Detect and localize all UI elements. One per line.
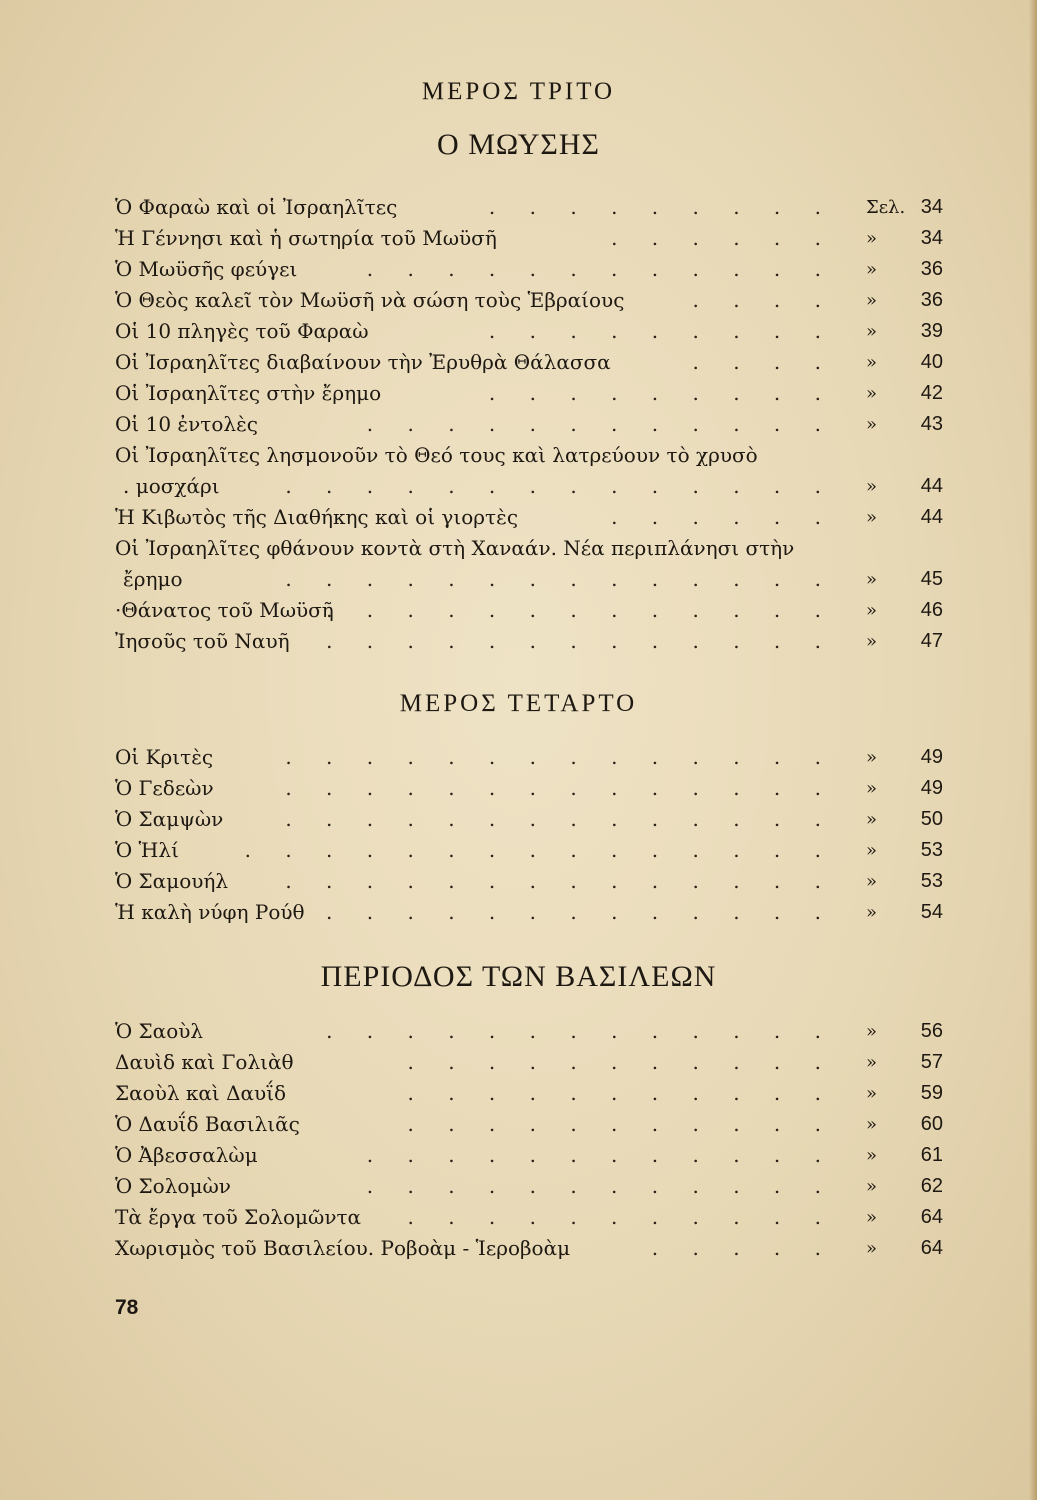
toc-entry-title: Ὁ Θεὸς καλεῖ τὸν Μωϋσῆ νὰ σώση τοὺς Ἑβραίους — [115, 288, 625, 312]
toc-entry-page: 49 — [920, 746, 943, 768]
toc-entry-title: Ὁ Σαμουήλ — [115, 869, 229, 893]
toc-entry-title: Οἱ Ἰσραηλῖτες φθάνουν κοντὰ στὴ Χαναάν. Νέα περιπλάνησι στὴν — [115, 536, 795, 560]
page-ref-mark: » — [866, 600, 878, 621]
dot-leader: . . . . . . . . . . . . . . — [285, 869, 835, 893]
page-ref-mark: » — [866, 778, 878, 799]
toc-entry-title: Ὁ Μωϋσῆς φεύγει — [115, 257, 298, 281]
toc-entry — [115, 564, 945, 595]
toc-entry-title: Τὰ ἔργα τοῦ Σολομῶντα — [115, 1205, 362, 1229]
page-number: 78 — [115, 1296, 139, 1319]
page-ref-mark: Σελ. — [866, 197, 906, 218]
toc-entry — [115, 192, 945, 223]
dot-leader: . . . . . . . . . . . . . . . — [244, 838, 835, 862]
toc-entry-title: Ὁ Ἀβεσσαλὼμ — [115, 1143, 258, 1167]
toc-entry-page: 36 — [920, 258, 943, 280]
toc-entry-page: 43 — [920, 413, 943, 435]
toc-entry — [115, 471, 945, 502]
dot-leader: . . . . . . — [611, 226, 835, 250]
toc-entry — [115, 409, 945, 440]
toc-entry-page: 34 — [920, 227, 943, 249]
toc-entry-title: ·Θάνατος τοῦ Μωϋσῆ — [115, 598, 334, 622]
toc-entry — [115, 773, 945, 804]
dot-leader: . . . . — [692, 288, 835, 312]
toc-entry-title: Δαυὶδ καὶ Γολιὰθ — [115, 1050, 294, 1074]
dot-leader: . . . . . . . . . . . . — [366, 257, 835, 281]
toc-entry-title: . μοσχάρι — [123, 474, 220, 498]
page-ref-mark: » — [866, 1238, 878, 1259]
toc-entry-title: Ἰησοῦς τοῦ Ναυῆ — [115, 629, 290, 653]
toc-entry — [115, 1233, 945, 1264]
toc-entry-title: Ὁ Σολομὼν — [115, 1174, 231, 1198]
toc-entry-title: Ὁ Σαοὺλ — [115, 1019, 204, 1043]
dot-leader: . . . . . . . . . . . — [407, 1081, 835, 1105]
toc-entry-page: 45 — [920, 568, 943, 590]
dot-leader: . . . . . . . . . . . . . . — [285, 807, 835, 831]
toc-entry-title: Ὁ Ἡλί — [115, 838, 179, 862]
page-ref-mark: » — [866, 809, 878, 830]
toc-entry-page: 60 — [920, 1113, 943, 1135]
toc-entry — [115, 316, 945, 347]
dot-leader: . . . . . . . . . . . . . — [326, 598, 835, 622]
toc-entry — [115, 835, 945, 866]
dot-leader: . . . . . . . . . . . . — [366, 1174, 835, 1198]
dot-leader: . . . . . . — [611, 505, 835, 529]
dot-leader: . . . . . . . . . . . . . . — [285, 474, 835, 498]
page-ref-mark: » — [866, 1052, 878, 1073]
page-ref-mark: » — [866, 383, 878, 404]
toc-entry — [115, 223, 945, 254]
toc-entry — [115, 378, 945, 409]
page-ref-mark: » — [866, 476, 878, 497]
page-ref-mark: » — [866, 569, 878, 590]
toc-entry — [115, 897, 945, 928]
page-ref-mark: » — [866, 259, 878, 280]
toc-entry-page: 64 — [920, 1237, 943, 1259]
toc-entry-title: Οἱ Ἰσραηλῖτες διαβαίνουν τὴν Ἐρυθρὰ Θάλασσα — [115, 350, 611, 374]
toc-entry — [115, 1140, 945, 1171]
toc-entry-title: Ὁ Γεδεὼν — [115, 776, 214, 800]
toc-entry — [115, 502, 945, 533]
toc-entry — [115, 254, 945, 285]
page-ref-mark: » — [866, 631, 878, 652]
toc-entry-page: 44 — [920, 506, 943, 528]
toc-entry-page: 53 — [920, 870, 943, 892]
page-ref-mark: » — [866, 507, 878, 528]
page-ref-mark: » — [866, 414, 878, 435]
toc-entry — [115, 1109, 945, 1140]
toc-entry-page: 44 — [920, 475, 943, 497]
page-ref-mark: » — [866, 902, 878, 923]
toc-entry-title: Οἱ Ἰσραηλῖτες λησμονοῦν τὸ Θεό τους καὶ λατρεύουν τὸ χρυσὸ — [115, 443, 758, 467]
page-ref-mark: » — [866, 321, 878, 342]
toc-entry-page: 56 — [920, 1020, 943, 1042]
toc-entry-page: 64 — [920, 1206, 943, 1228]
toc-entry — [115, 626, 945, 657]
page-ref-mark: » — [866, 871, 878, 892]
dot-leader: . . . . . . . . . . . . . . — [285, 776, 835, 800]
toc-entry-page: 34 — [920, 196, 943, 218]
toc-entry — [115, 347, 945, 378]
dot-leader: . . . . . . . . . . . . . . — [285, 900, 835, 924]
page-edge-shadow — [1029, 0, 1037, 1500]
toc-entry-page: 57 — [920, 1051, 943, 1073]
toc-entry-page: 49 — [920, 777, 943, 799]
dot-leader: . . . . . — [651, 1236, 835, 1260]
page-ref-mark: » — [866, 352, 878, 373]
toc-entry — [115, 285, 945, 316]
dot-leader: . . . . . . . . . . . . . — [326, 1019, 835, 1043]
toc-entry-title: Οἱ Κριτὲς — [115, 745, 214, 769]
page-ref-mark: » — [866, 840, 878, 861]
dot-leader: . . . . . . . . . . . . — [366, 1143, 835, 1167]
toc-entry — [115, 440, 945, 471]
page-ref-mark: » — [866, 1114, 878, 1135]
part3-heading: ΜΕΡΟΣ ΤΡΙΤΟ — [421, 78, 616, 105]
dot-leader: . . . . . . . . . . . — [407, 1112, 835, 1136]
toc-entry — [115, 1078, 945, 1109]
toc-entry-title: Οἱ Ἰσραηλῖτες στὴν ἔρημο — [115, 381, 382, 405]
toc-entry-page: 36 — [920, 289, 943, 311]
toc-entry — [115, 742, 945, 773]
toc-entry-title: Ὁ Σαμψὼν — [115, 807, 224, 831]
page-ref-mark: » — [866, 1145, 878, 1166]
toc-entry-title: Ἡ καλὴ νύφη Ρούθ — [115, 900, 305, 924]
toc-entry-title: Οἱ 10 ἐντολὲς — [115, 412, 259, 436]
toc-entry-page: 50 — [920, 808, 943, 830]
part4-heading: ΜΕΡΟΣ ΤΕΤΑΡΤΟ — [399, 690, 638, 717]
toc-entry-page: 53 — [920, 839, 943, 861]
dot-leader: . . . . . . . . . — [488, 319, 835, 343]
dot-leader: . . . . . . . . . . . — [407, 1205, 835, 1229]
toc-entry-page: 54 — [920, 901, 943, 923]
page-ref-mark: » — [866, 1207, 878, 1228]
toc-entry — [115, 1171, 945, 1202]
toc-entry-page: 59 — [920, 1082, 943, 1104]
toc-part3 — [115, 192, 945, 657]
toc-entry-title: Ὁ Φαραὼ καὶ οἱ Ἰσραηλῖτες — [115, 195, 398, 219]
page-ref-mark: » — [866, 228, 878, 249]
part3-subheading: Ο ΜΩΥΣΗΣ — [437, 128, 600, 161]
toc-entry — [115, 804, 945, 835]
toc-entry-title: Ἡ Κιβωτὸς τῆς Διαθήκης καὶ οἱ γιορτὲς — [115, 505, 519, 529]
toc-entry-page: 61 — [920, 1144, 943, 1166]
dot-leader: . . . . . . . . . . . . — [366, 412, 835, 436]
toc-entry-title: Ἡ Γέννησι καὶ ἡ σωτηρία τοῦ Μωϋσῆ — [115, 226, 497, 250]
toc-entry-page: 40 — [920, 351, 943, 373]
toc-entry-title: Ὁ Δαυΐδ Βασιλιᾶς — [115, 1112, 300, 1136]
toc-entry — [115, 1016, 945, 1047]
page-ref-mark: » — [866, 1083, 878, 1104]
dot-leader: . . . . . . . . . . . . . . — [285, 745, 835, 769]
kings-heading: ΠΕΡΙΟΔΟΣ ΤΩΝ ΒΑΣΙΛΕΩΝ — [320, 960, 717, 993]
toc-entry-page: 62 — [920, 1175, 943, 1197]
toc-entry-title: Οἱ 10 πληγὲς τοῦ Φαραὼ — [115, 319, 369, 343]
dot-leader: . . . . . . . . . — [488, 381, 835, 405]
toc-entry-title: Σαοὺλ καὶ Δαυΐδ — [115, 1081, 287, 1105]
toc-entry-page: 47 — [920, 630, 943, 652]
dot-leader: . . . . . . . . . . . — [407, 1050, 835, 1074]
toc-entry — [115, 533, 945, 564]
toc-entry-page: 39 — [920, 320, 943, 342]
toc-kings — [115, 1016, 945, 1264]
toc-entry — [115, 595, 945, 626]
toc-part4 — [115, 742, 945, 928]
toc-entry — [115, 866, 945, 897]
page-ref-mark: » — [866, 1176, 878, 1197]
toc-entry-page: 46 — [920, 599, 943, 621]
dot-leader: . . . . . . . . . . . . . . — [285, 567, 835, 591]
toc-entry-title: Χωρισμὸς τοῦ Βασιλείου. Ροβοὰμ - Ἱεροβοὰμ — [115, 1236, 571, 1260]
page-ref-mark: » — [866, 747, 878, 768]
dot-leader: . . . . — [692, 350, 835, 374]
dot-leader: . . . . . . . . . . . . . — [326, 629, 835, 653]
toc-entry — [115, 1202, 945, 1233]
toc-entry — [115, 1047, 945, 1078]
page-ref-mark: » — [866, 290, 878, 311]
dot-leader: . . . . . . . . . — [488, 195, 835, 219]
toc-entry-title: ἔρημο — [123, 567, 183, 591]
toc-entry-page: 42 — [920, 382, 943, 404]
page-ref-mark: » — [866, 1021, 878, 1042]
